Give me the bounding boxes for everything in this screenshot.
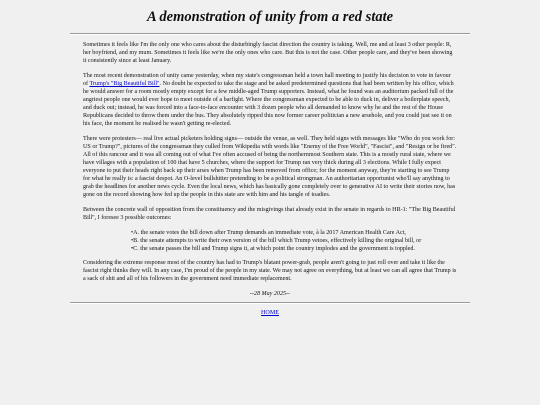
home-nav	[83, 309, 457, 317]
paragraph-outcomes-intro: Between the concrete wall of opposition from the constituency and the misgivings that already exist in the senate in regards to HR-1: "The Big Beautiful Bill", I foresee 3 possible outcomes:	[83, 207, 456, 221]
top-divider	[70, 33, 470, 35]
paragraph-conclusion: Considering the extreme response most of the country has had to Trump's blatant power-grab, people aren't going to just roll over and take it like the fascist right thinks they will. In any case, I'm proud of the people in my state. We may not agree on everything, but at least we can all agree that Trump is a sack of shit and all of his followers in the government need immediate replacement.	[83, 260, 457, 282]
paragraph-text: The most recent demonstration of unity came yesterday, when my state's congressman held a town hall meeting to justify his decision to vote in favour of	[83, 73, 451, 87]
paragraph-text: . No doubt he expected to take the stage and be asked predetermined questions that had been written by his office, which he would answer for a room mostly empty except for a few middle-aged Trump supporters. Instead, what he found was an auditorium packed full of the angriest people one would ever hope to meet outside of a barfight. Where the congressman expected to be able to duck in, deliver a boilerplate speech, and duck out; instead, he was forced into a face-to-face encounter with 3 dozen people who all demanded to know why he and the rest of the House Republicans decided to throw them under the bus. They absolutely ripped this now former career politician a new arsehole, and you could just see it on his face, the moment he realised he wasn't getting re-elected.	[83, 81, 454, 127]
article-body	[83, 41, 457, 317]
bottom-divider	[70, 302, 470, 304]
list-item: •B. the senate attempts to write their own version of the bill which Trump vetoes, effectively killing the original bill, or	[131, 238, 422, 244]
list-item: •A. the senate votes the bill down after Trump demands an immediate vote, à la 2017 American Health Care Act,	[131, 230, 406, 236]
big-beautiful-bill-link[interactable]: Trump's "Big Beautiful Bill"	[89, 81, 160, 87]
home-link[interactable]: HOME	[261, 310, 279, 316]
outcomes-list	[83, 229, 457, 253]
paragraph-intro: Sometimes it feels like I'm the only one who cares about the disturbingly fascist direction the country is taking. Well, me and at least 3 other people: R, her boyfriend, and my mum. Sometimes it feels like we're the only ones who care. But this is not the case. Other people care, and they've been showing it consistently since at least January.	[83, 42, 453, 64]
page-title: A demonstration of unity from a red state	[146, 9, 394, 25]
paragraph-protesters: There were protesters— real live actual picketers holding signs— outside the venue, as well. They held signs with messages like "Who do you work for: US or Trump?", pictures of the congressman they culled from Wikipedia with words like "Enemy of the Free World", "Fascist", and "Resign or be fired". All of this rancour and it was all coming out of what I've often accused of being the northernmost Southern state. This is a mostly rural state, where we have villages with a population of 100 that have 5 churches, where the support for Trump ran very thick during all 3 elections. While I fully expect everyone to put their heads right back up their arses when Trump has been removed from office; for the moment anyway, they're starting to see Trump for what he really is: a fascist despot. An O-level bullshitter pretending to be a political strongman. An authoritarian opportunist who'll say anything to grab the headlines for another news cycle. Even the local news, which has basically gone completely over to generative AI to write their stories now, has gone on the record showing how fed up the people in this state are with him and his tangle of toadies.	[83, 136, 457, 198]
post-date: --28 May 2025--	[249, 291, 291, 297]
list-item: •C. the senate passes the bill and Trump signs it, at which point the country implodes and the government is toppled.	[131, 246, 415, 252]
paragraph-town-hall	[83, 72, 457, 128]
